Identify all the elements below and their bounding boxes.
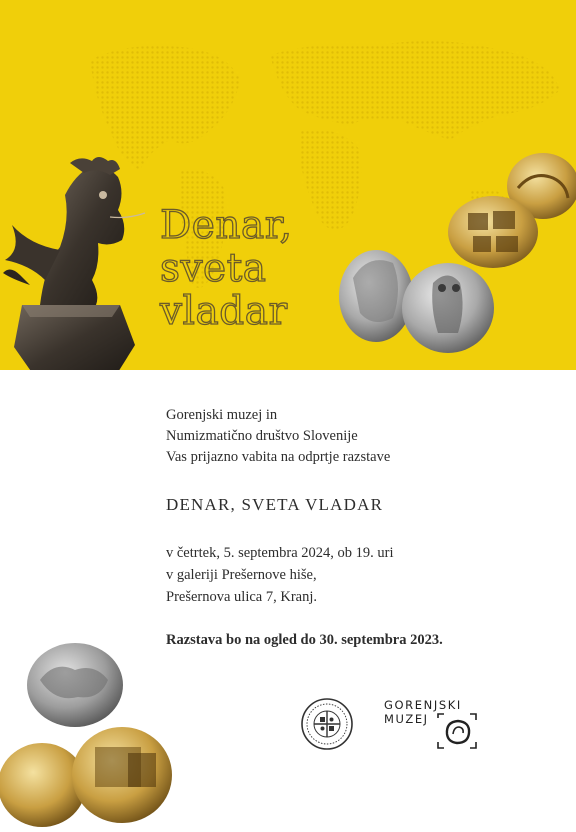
header-banner <box>0 0 576 370</box>
numismatic-society-seal <box>300 697 354 751</box>
museum-logo-line1: GORENJSKI <box>384 698 462 712</box>
closing-note: Razstava bo na ogled do 30. septembra 2023. <box>166 632 443 648</box>
event-venue: v galeriji Prešernove hiše, <box>166 567 317 583</box>
invitation-text <box>166 405 390 468</box>
invitation-line-invite: Vas prijazno vabita na odprtje razstave <box>166 449 391 465</box>
event-details <box>166 542 394 608</box>
event-date-time: v četrtek, 5. septembra 2024, ob 19. uri <box>166 545 394 561</box>
invitation-line-organizer-1: Gorenjski muzej in <box>166 407 278 423</box>
ancient-coins-bottom-image <box>0 635 175 832</box>
invitation-line-organizer-2: Numizmatično društvo Slovenije <box>166 428 358 444</box>
event-address: Prešernova ulica 7, Kranj. <box>166 589 317 605</box>
museum-logo-line2: MUZEJ <box>384 712 429 726</box>
lion-weight-image <box>0 155 150 370</box>
event-title: DENAR, SVETA VLADAR <box>166 495 384 514</box>
ancient-coins-image <box>338 148 576 358</box>
museum-logo-mark <box>436 712 478 750</box>
exhibition-title: Denar, sveta vladar <box>160 203 293 334</box>
